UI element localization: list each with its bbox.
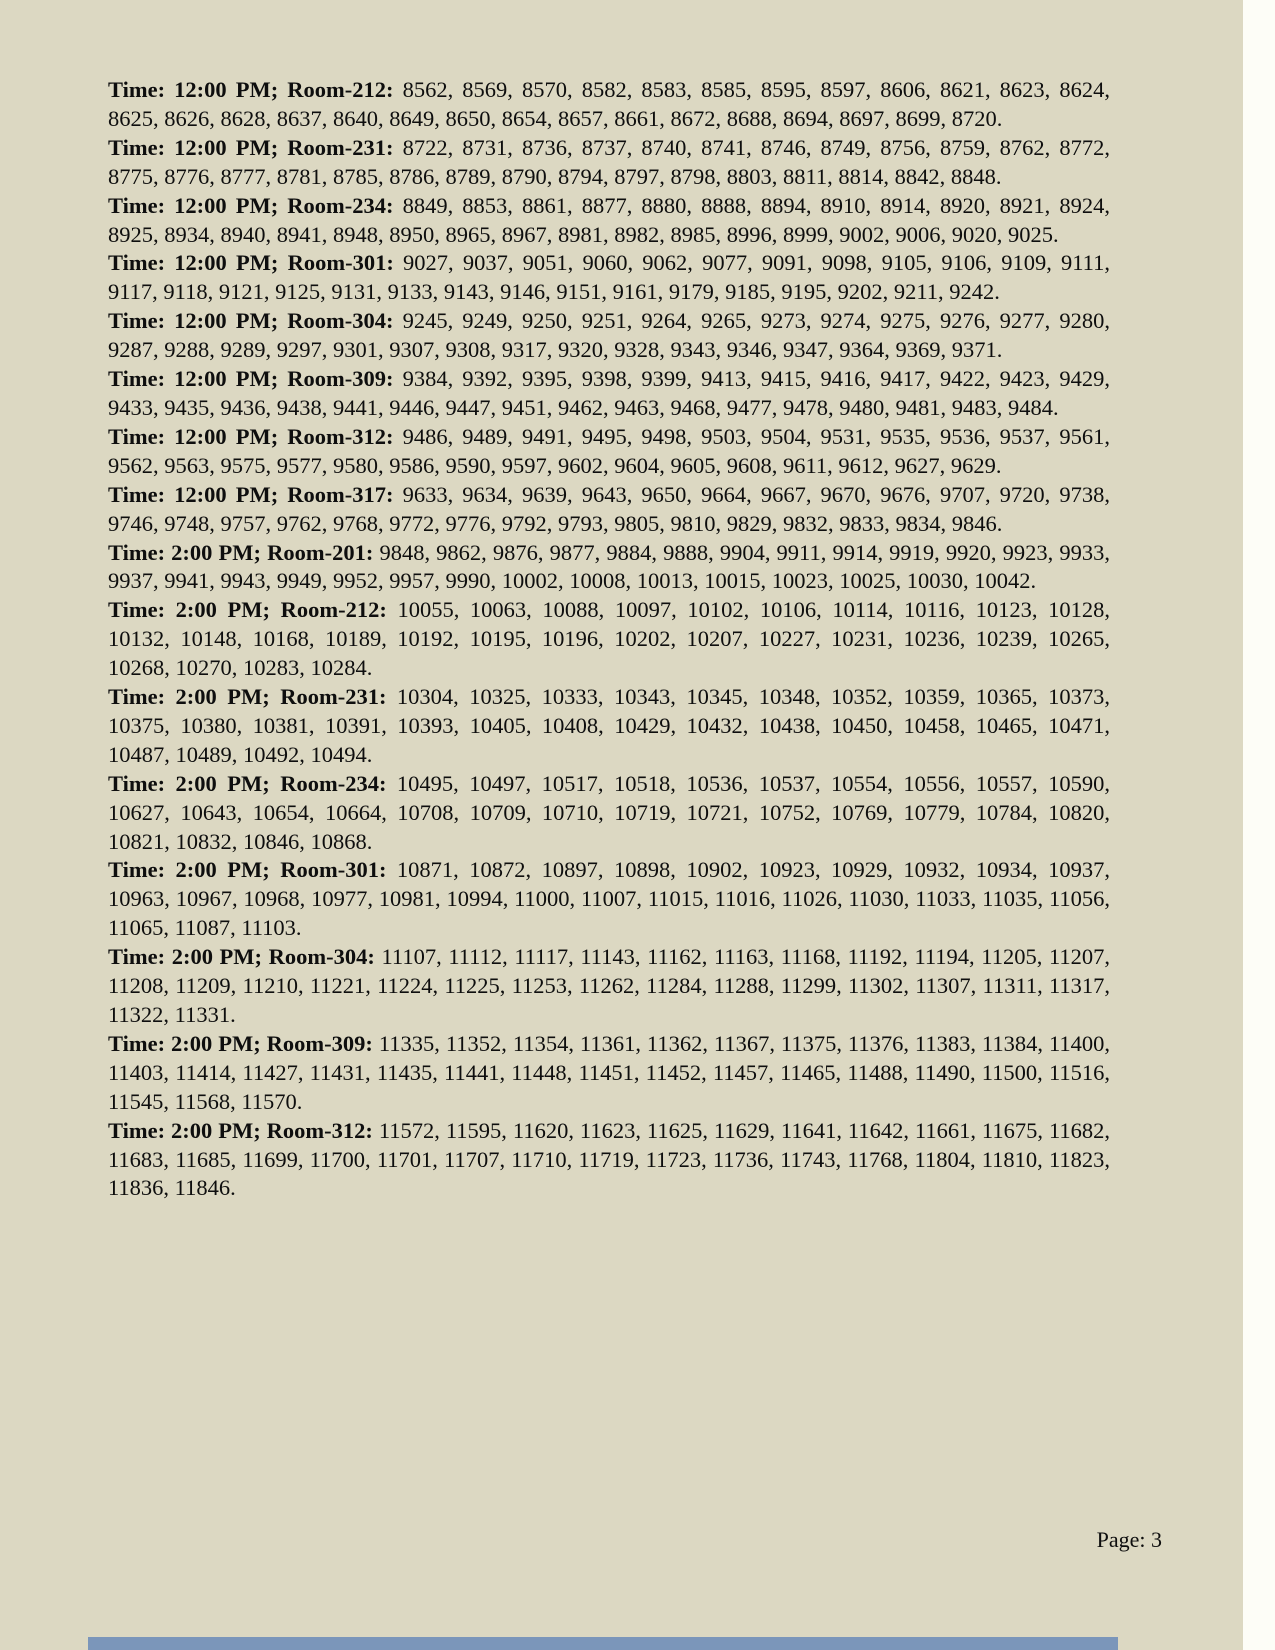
schedule-entry — [108, 1117, 1110, 1204]
entry-id-list: 10304, 10325, 10333, 10343, 10345, 10348, 10352, 10359, 10365, 10373, 10375, 10380, 10381, 10391, 10393, 10405, 10408, 10429, 10432, 10438, 10450, 10458, 10465, 10471, 10487, 10489, 10492, 10494. — [108, 684, 1110, 767]
schedule-entry — [108, 249, 1110, 307]
entry-id-list: 9486, 9489, 9491, 9495, 9498, 9503, 9504, 9531, 9535, 9536, 9537, 9561, 9562, 9563, 9575, 9577, 9580, 9586, 9590, 9597, 9602, 9604, 9605, 9608, 9611, 9612, 9627, 9629. — [108, 423, 1110, 478]
schedule-entry — [108, 481, 1110, 539]
schedule-entry — [108, 192, 1110, 250]
schedule-entry — [108, 770, 1110, 857]
entry-id-list: 10055, 10063, 10088, 10097, 10102, 10106, 10114, 10116, 10123, 10128, 10132, 10148, 10168, 10189, 10192, 10195, 10196, 10202, 10207, 10227, 10231, 10236, 10239, 10265, 10268, 10270, 10283, 10284. — [108, 597, 1110, 681]
schedule-entry — [108, 943, 1110, 1030]
entry-time-room-header: Time: 2:00 PM; Room-301: — [108, 857, 387, 883]
entry-id-list: 9633, 9634, 9639, 9643, 9650, 9664, 9667, 9670, 9676, 9707, 9720, 9738, 9746, 9748, 9757, 9762, 9768, 9772, 9776, 9792, 9793, 9805, 9810, 9829, 9832, 9833, 9834, 9846. — [108, 481, 1110, 536]
entry-time-room-header: Time: 12:00 PM; Room-234: — [108, 192, 394, 218]
entry-id-list: 9027, 9037, 9051, 9060, 9062, 9077, 9091, 9098, 9105, 9106, 9109, 9111, 9117, 9118, 9121, 9125, 9131, 9133, 9143, 9146, 9151, 9161, 9179, 9185, 9195, 9202, 9211, 9242. — [108, 250, 1110, 305]
schedule-entry — [108, 307, 1110, 365]
entry-time-room-header: Time: 2:00 PM; Room-231: — [108, 684, 387, 710]
schedule-list — [108, 76, 1110, 1203]
entry-id-list: 10871, 10872, 10897, 10898, 10902, 10923, 10929, 10932, 10934, 10937, 10963, 10967, 10968, 10977, 10981, 10994, 11000, 11007, 11015, 11016, 11026, 11030, 11033, 11035, 11056, 11065, 11087, 11103. — [108, 857, 1110, 941]
entry-time-room-header: Time: 2:00 PM; Room-201: — [108, 539, 374, 565]
entry-id-list: 9384, 9392, 9395, 9398, 9399, 9413, 9415, 9416, 9417, 9422, 9423, 9429, 9433, 9435, 9436, 9438, 9441, 9446, 9447, 9451, 9462, 9463, 9468, 9477, 9478, 9480, 9481, 9483, 9484. — [108, 366, 1110, 420]
schedule-entry — [108, 134, 1110, 192]
entry-time-room-header: Time: 2:00 PM; Room-312: — [108, 1117, 373, 1143]
entry-id-list: 11572, 11595, 11620, 11623, 11625, 11629, 11641, 11642, 11661, 11675, 11682, 11683, 11685, 11699, 11700, 11701, 11707, 11710, 11719, 11723, 11736, 11743, 11768, 11804, 11810, 11823, 11836, 11846. — [108, 1117, 1110, 1201]
entry-id-list: 9245, 9249, 9250, 9251, 9264, 9265, 9273, 9274, 9275, 9276, 9277, 9280, 9287, 9288, 9289, 9297, 9301, 9307, 9308, 9317, 9320, 9328, 9343, 9346, 9347, 9364, 9369, 9371. — [108, 308, 1110, 363]
page-number: Page: 3 — [1096, 1527, 1162, 1552]
schedule-entry — [108, 856, 1110, 943]
schedule-entry — [108, 1030, 1110, 1117]
entry-id-list: 11107, 11112, 11117, 11143, 11162, 11163, 11168, 11192, 11194, 11205, 11207, 11208, 11209, 11210, 11221, 11224, 11225, 11253, 11262, 11284, 11288, 11299, 11302, 11307, 11311, 11317, 11322, 11331. — [108, 944, 1110, 1027]
entry-time-room-header: Time: 2:00 PM; Room-304: — [108, 944, 375, 970]
bottom-blue-bar — [88, 1637, 1118, 1650]
entry-time-room-header: Time: 2:00 PM; Room-234: — [108, 770, 387, 796]
schedule-entry — [108, 539, 1110, 597]
entry-time-room-header: Time: 12:00 PM; Room-317: — [108, 481, 394, 507]
right-edge-strip — [1243, 0, 1275, 1650]
entry-time-room-header: Time: 12:00 PM; Room-304: — [108, 308, 394, 334]
entry-time-room-header: Time: 12:00 PM; Room-212: — [108, 77, 394, 102]
schedule-entry — [108, 365, 1110, 423]
schedule-entry — [108, 683, 1110, 770]
schedule-entry — [108, 76, 1110, 134]
entry-id-list: 11335, 11352, 11354, 11361, 11362, 11367, 11375, 11376, 11383, 11384, 11400, 11403, 11414, 11427, 11431, 11435, 11441, 11448, 11451, 11452, 11457, 11465, 11488, 11490, 11500, 11516, 11545, 11568, 11570. — [108, 1030, 1110, 1114]
entry-time-room-header: Time: 12:00 PM; Room-312: — [108, 423, 394, 449]
schedule-entry — [108, 423, 1110, 481]
entry-id-list: 8722, 8731, 8736, 8737, 8740, 8741, 8746, 8749, 8756, 8759, 8762, 8772, 8775, 8776, 8777, 8781, 8785, 8786, 8789, 8790, 8794, 8797, 8798, 8803, 8811, 8814, 8842, 8848. — [108, 134, 1110, 189]
entry-id-list: 9848, 9862, 9876, 9877, 9884, 9888, 9904, 9911, 9914, 9919, 9920, 9923, 9933, 9937, 9941, 9943, 9949, 9952, 9957, 9990, 10002, 10008, 10013, 10015, 10023, 10025, 10030, 10042. — [108, 539, 1110, 594]
entry-time-room-header: Time: 12:00 PM; Room-309: — [108, 366, 394, 392]
entry-time-room-header: Time: 12:00 PM; Room-301: — [108, 250, 394, 276]
entry-id-list: 8849, 8853, 8861, 8877, 8880, 8888, 8894, 8910, 8914, 8920, 8921, 8924, 8925, 8934, 8940, 8941, 8948, 8950, 8965, 8967, 8981, 8982, 8985, 8996, 8999, 9002, 9006, 9020, 9025. — [108, 192, 1110, 247]
entry-id-list: 10495, 10497, 10517, 10518, 10536, 10537, 10554, 10556, 10557, 10590, 10627, 10643, 10654, 10664, 10708, 10709, 10710, 10719, 10721, 10752, 10769, 10779, 10784, 10820, 10821, 10832, 10846, 10868. — [108, 770, 1110, 854]
entry-time-room-header: Time: 12:00 PM; Room-231: — [108, 134, 394, 160]
entry-time-room-header: Time: 2:00 PM; Room-212: — [108, 597, 387, 623]
entry-time-room-header: Time: 2:00 PM; Room-309: — [108, 1030, 373, 1056]
entry-id-list: 8562, 8569, 8570, 8582, 8583, 8585, 8595, 8597, 8606, 8621, 8623, 8624, 8625, 8626, 8628, 8637, 8640, 8649, 8650, 8654, 8657, 8661, 8672, 8688, 8694, 8697, 8699, 8720. — [108, 77, 1110, 131]
schedule-entry — [108, 596, 1110, 683]
